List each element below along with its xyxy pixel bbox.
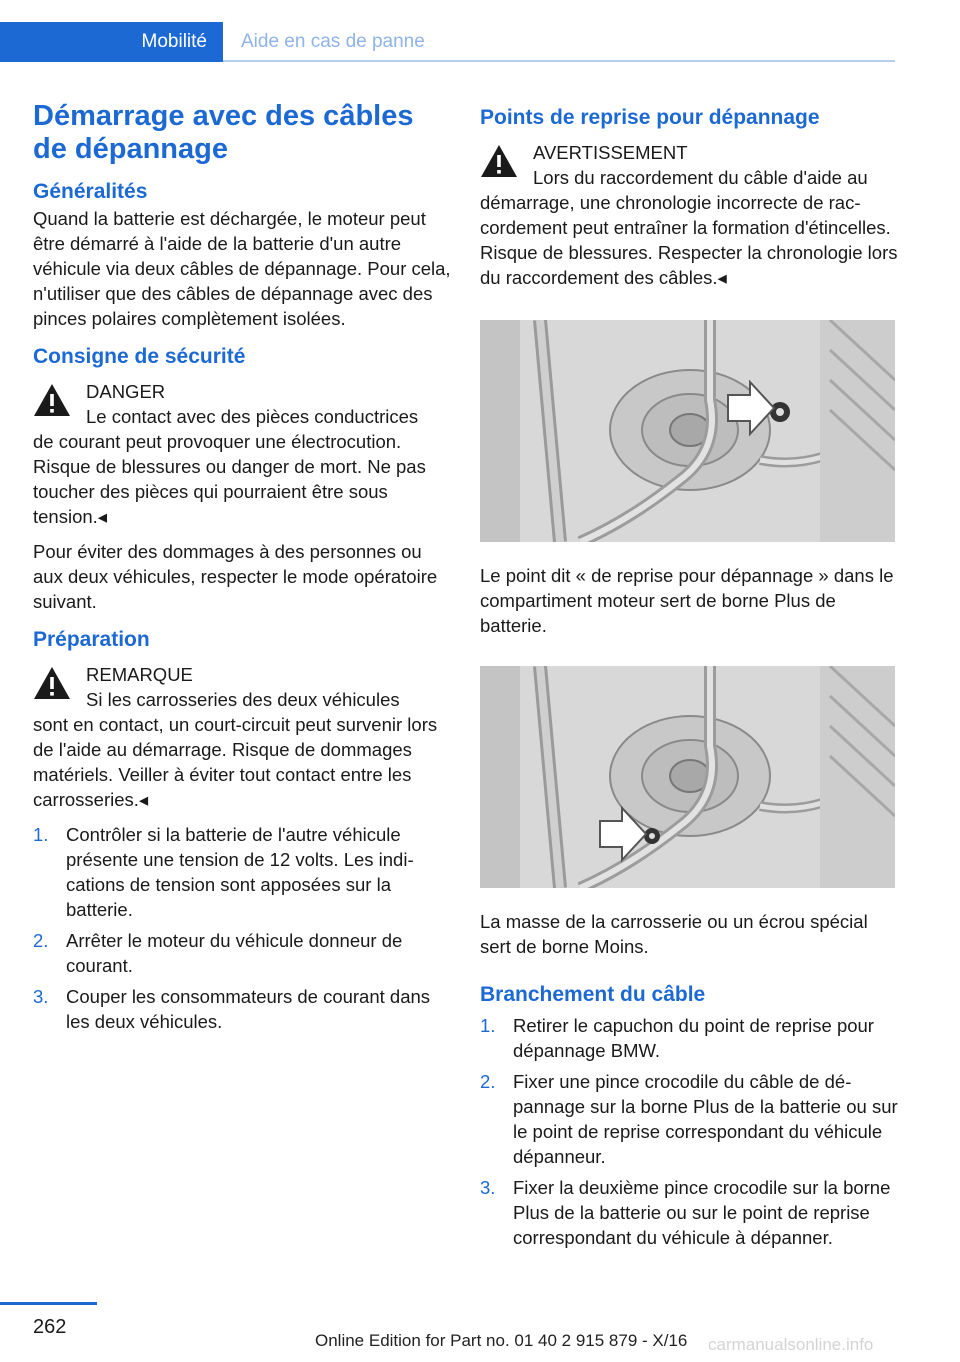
edition-text: Online Edition for Part no. 01 40 2 915 879 - X/16: [315, 1331, 688, 1350]
warning-text: démarrage, une chronologie incorrecte de raccordement peut entraîner la formation d'étincelles. Risque de blessures. Respecter la chronologie lors du raccordement des câbles.◂: [480, 192, 898, 288]
step-text: Fixer une pince crocodile du câble de dépannage sur la borne Plus de la batterie ou sur le point de reprise correspondant du véhicule dépanneur.: [513, 1071, 898, 1167]
safety-paragraph: Pour éviter des dommages à des personnes ou aux deux véhicules, respecter le mode opératoire suivant.: [33, 541, 438, 612]
safety-heading: Consigne de sécurité: [33, 345, 246, 368]
section-tab: Mobilité: [0, 22, 223, 62]
list-item: [33, 928, 451, 978]
danger-notice: [33, 379, 451, 529]
step-text: Retirer le capuchon du point de reprise pour dépannage BMW.: [513, 1015, 874, 1061]
warning-text-first: Lors du raccordement du câble d'aide au: [533, 167, 868, 188]
step-number: 2.: [480, 1071, 496, 1092]
header-divider: [223, 60, 895, 62]
step-text: Arrêter le moteur du véhicule donneur de courant.: [66, 930, 403, 976]
general-paragraph: Quand la batterie est déchargée, le moteur peut être démarré à l'aide de la batterie d'un autre véhicule via deux câbles de dépannage. Pour cela, n'utiliser que des câbles de dépannage avec des pinces polaires complètement isolées.: [33, 208, 451, 329]
warning-title: AVERTISSEMENT: [533, 142, 688, 163]
list-item: [33, 822, 451, 922]
cable-steps: [480, 1013, 898, 1250]
points-heading: Points de reprise pour dépannage: [480, 106, 820, 129]
step-text: Couper les consommateurs de courant dans les deux véhicules.: [66, 986, 431, 1032]
list-item: [480, 1175, 898, 1250]
step-number: 2.: [33, 930, 49, 951]
subsection-tab: Aide en cas de panne: [241, 31, 425, 52]
cable-heading: Branchement du câble: [480, 983, 706, 1006]
step-text: Contrôler si la batterie de l'autre véhicule présente une tension de 12 volts. Les indications de tension sont apposées sur la batterie.: [66, 824, 414, 920]
list-item: [33, 984, 451, 1034]
step-text: Fixer la deuxième pince crocodile sur la borne Plus de la batterie ou sur le point de reprise correspondant du véhicule à dépanner.: [513, 1177, 891, 1248]
engine-compartment-positive-image: [480, 320, 895, 542]
warning-triangle-icon: [33, 383, 71, 417]
preparation-steps: [33, 822, 451, 1034]
page-header: [0, 0, 895, 62]
left-column: [33, 100, 451, 1040]
note-text-first: Si les carrosseries des deux véhicules: [86, 689, 400, 710]
danger-title: DANGER: [86, 381, 166, 402]
engine-compartment-negative-image: [480, 666, 895, 888]
warning-triangle-icon: [480, 144, 518, 178]
watermark: carmanualsonline.info: [708, 1335, 874, 1354]
preparation-heading: Préparation: [33, 628, 150, 651]
page-number: 262: [33, 1316, 67, 1338]
caption-positive: Le point dit « de reprise pour dépannage » dans le compartiment moteur sert de borne Plus de batterie.: [480, 565, 894, 636]
page-title: Démarrage avec des câbles de dépannage: [33, 100, 414, 165]
warning-notice: [480, 140, 898, 290]
note-notice: [33, 662, 451, 812]
step-number: 3.: [480, 1177, 496, 1198]
note-title: REMARQUE: [86, 664, 193, 685]
step-number: 3.: [33, 986, 49, 1007]
footer-divider: [0, 1302, 97, 1305]
danger-text-first: Le contact avec des pièces conductrices: [86, 406, 419, 427]
warning-triangle-icon: [33, 666, 71, 700]
step-number: 1.: [480, 1015, 496, 1036]
right-column: [480, 100, 898, 1256]
list-item: [480, 1013, 898, 1063]
step-number: 1.: [33, 824, 49, 845]
danger-text: de courant peut provoquer une électrocution. Risque de blessures ou danger de mort. Ne pas toucher des pièces qui pourraient être sous tension.◂: [33, 431, 426, 527]
list-item: [480, 1069, 898, 1169]
caption-negative: La masse de la carrosserie ou un écrou spécial sert de borne Moins.: [480, 911, 868, 957]
note-text: sont en contact, un court-circuit peut survenir lors de l'aide au démarrage. Risque de dommages matériels. Veiller à éviter tout contact entre les carrosseries.◂: [33, 714, 438, 810]
general-heading: Généralités: [33, 180, 148, 203]
